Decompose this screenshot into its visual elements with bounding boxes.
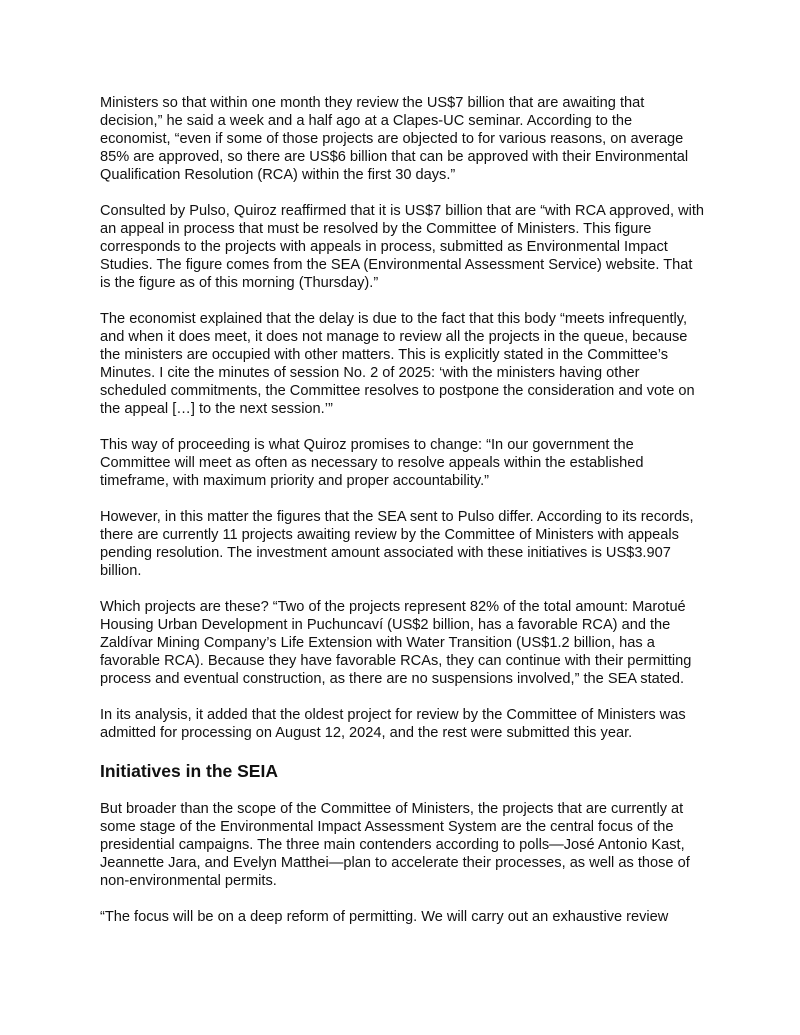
section-heading: Initiatives in the SEIA xyxy=(100,761,278,781)
paragraph-permitting-reform: “The focus will be on a deep reform of permitting. We will carry out an exhaustive review xyxy=(100,909,669,925)
paragraph-sea-figures: However, in this matter the figures that the SEA sent to Pulso differ. According to its records, there are currently 11 projects awaiting review by the Committee of Ministers with appeals pending resolution. The investment amount associated with these initiatives is US$3.907 billion. xyxy=(100,509,694,579)
paragraph-presidential-campaigns: But broader than the scope of the Committee of Ministers, the projects that are currently at some stage of the Environmental Impact Assessment System are the central focus of the presidential campaigns. The three main contenders according to polls—José Antonio Kast, Jeannette Jara, and Evelyn Matthei—plan to accelerate their processes, as well as those of non-environmental permits. xyxy=(100,801,690,889)
paragraph-quiroz-promise: This way of proceeding is what Quiroz promises to change: “In our government the Committee will meet as often as necessary to resolve appeals within the established timeframe, with maximum priority and proper accountability.” xyxy=(100,437,644,489)
paragraph-quiroz-reaffirmed: Consulted by Pulso, Quiroz reaffirmed that it is US$7 billion that are “with RCA approved, with an appeal in process that must be resolved by the Committee of Ministers. This figure corresponds to the projects with appeals in process, submitted as Environmental Impact Studies. The figure comes from the SEA (Environmental Assessment Service) website. That is the figure as of this morning (Thursday).” xyxy=(100,203,705,291)
paragraph-delay-explanation: The economist explained that the delay is due to the fact that this body “meets infrequently, and when it does meet, it does not manage to review all the projects in the queue, because the ministers are occupied with other matters. This is explicitly stated in the Committee’s Minutes. I cite the minutes of session No. 2 of 2025: ‘with the ministers having other scheduled commitments, the Committee resolves to postpone the consideration and vote on the appeal […] to the next session.’” xyxy=(100,311,695,417)
document-body xyxy=(100,94,705,944)
paragraph-oldest-project: In its analysis, it added that the oldest project for review by the Committee of Ministers was admitted for processing on August 12, 2024, and the rest were submitted this year. xyxy=(100,707,686,741)
paragraph-which-projects: Which projects are these? “Two of the projects represent 82% of the total amount: Marotué Housing Urban Development in Puchuncaví (US$2 billion, has a favorable RCA) and the Zaldívar Mining Company’s Life Extension with Water Transition (US$1.2 billion, has a favorable RCA). Because they have favorable RCAs, they can continue with their permitting process and eventual construction, as there are no suspensions involved,” the SEA stated. xyxy=(100,599,692,687)
paragraph-clapes-seminar: Ministers so that within one month they review the US$7 billion that are awaiting that decision,” he said a week and a half ago at a Clapes-UC seminar. According to the economist, “even if some of those projects are objected to for various reasons, on average 85% are approved, so there are US$6 billion that can be approved with their Environmental Qualification Resolution (RCA) within the first 30 days.” xyxy=(100,95,689,183)
